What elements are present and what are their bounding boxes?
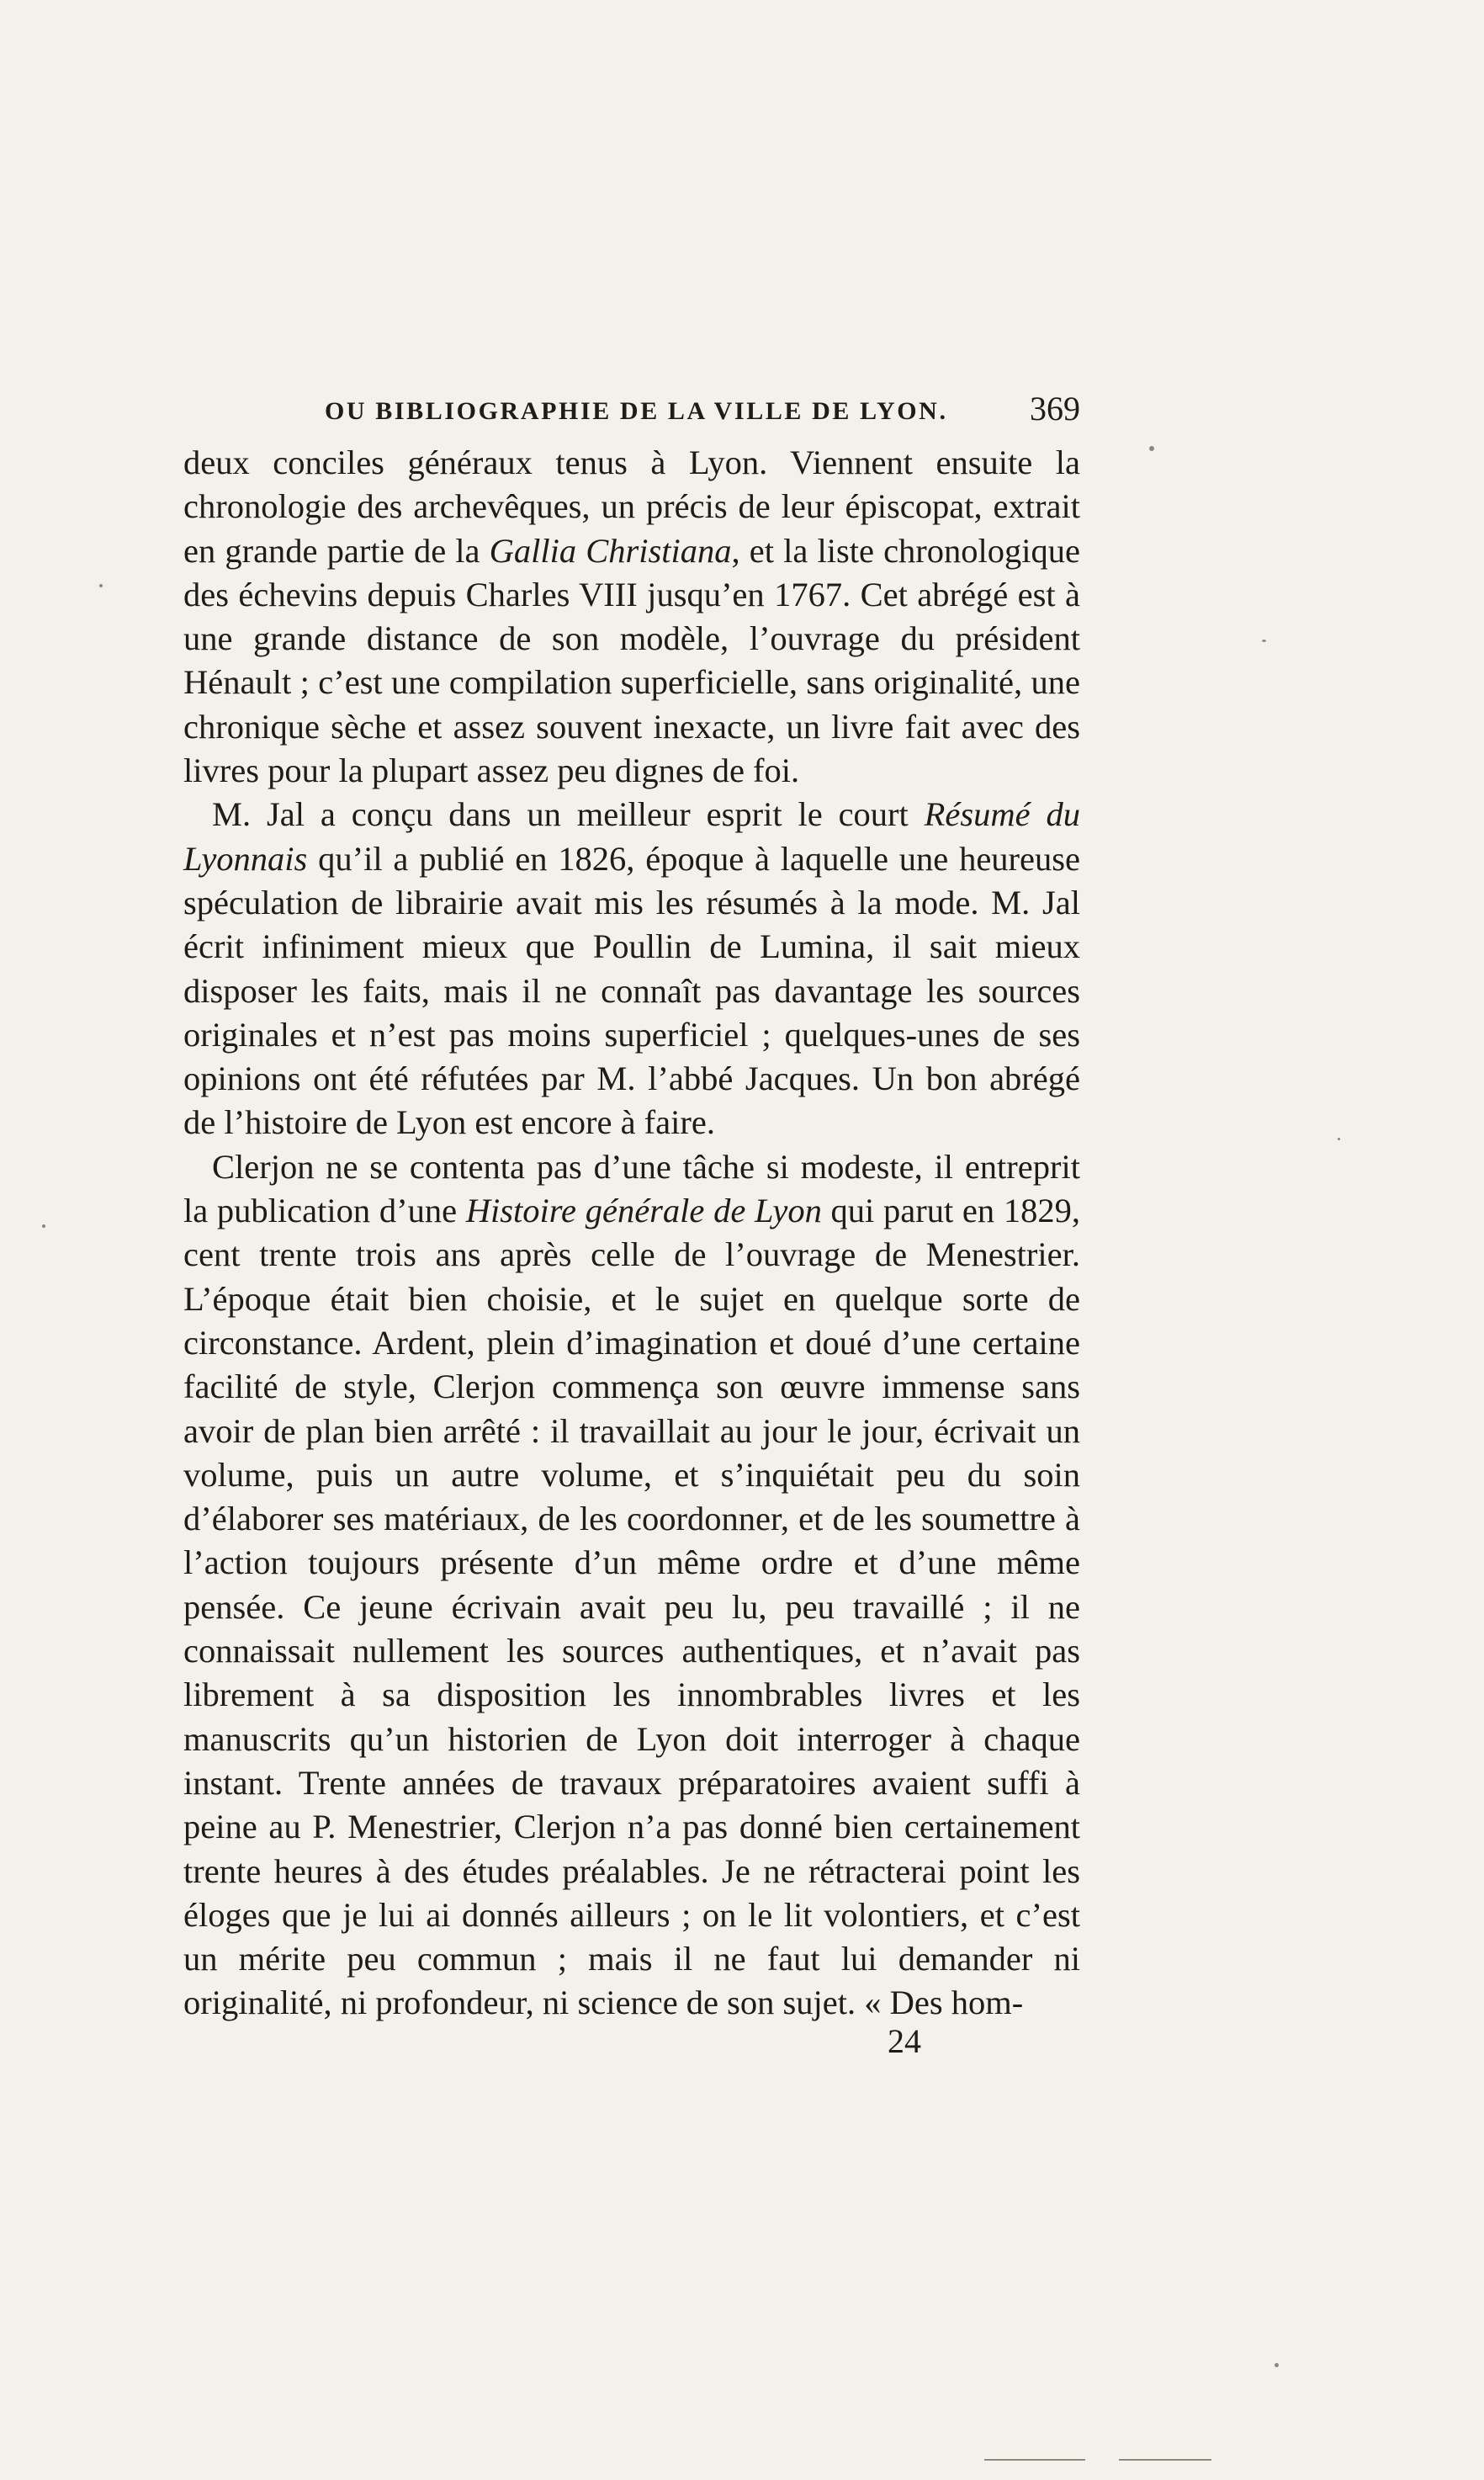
text-run: M. Jal a conçu dans un meilleur esprit le court [212, 795, 925, 834]
italic-title: Résumé du Lyonnais [183, 795, 1080, 878]
scan-speck [99, 584, 103, 587]
page-number: 369 [1030, 390, 1080, 427]
scan-speck [1338, 1138, 1340, 1140]
scan-speck [1262, 640, 1266, 642]
scan-speck [984, 2459, 1085, 2461]
italic-title: Histoire générale de Lyon [465, 1192, 822, 1230]
text-run: deux conciles généraux tenus à Lyon. Viennent ensuite la chronologie des archevêques, un précis de leur épiscopat, extrait en grande partie de la [183, 443, 1080, 570]
text-run: , et la liste chronologique des échevins depuis Charles VIII jusqu’en 1767. Cet abrégé est à une grande distance de son modèle, l’ouvrage du président Hénault ; c’est une compilation superficielle, sans originalité, une chronique sèche et assez souvent inexacte, un livre fait avec des livres pour la plupart assez peu dignes de foi. [183, 531, 1081, 790]
running-header [183, 389, 1080, 439]
scan-speck [1119, 2459, 1211, 2461]
text-run: qu’il a publié en 1826, époque à laquelle une heureuse spéculation de librairie avait mis les résumés à la mode. M. Jal écrit infiniment mieux que Poullin de Lumina, il sait mieux disposer les faits, mais il ne connaît pas davantage les sources originales et n’est pas moins superficiel ; quelques-unes de ses opinions ont été réfutées par M. l’abbé Jacques. Un bon abrégé de l’histoire de Lyon est encore à faire. [183, 839, 1080, 1142]
signature-mark: 24 [888, 2022, 921, 2060]
paragraph-1 [183, 441, 1080, 793]
body-text [183, 441, 1080, 2026]
paragraph-2 [183, 793, 1080, 1144]
text-run: qui parut en 1829, cent trente trois ans après celle de l’ouvrage de Menestrier. L’époque était bien choisie, et le sujet en quelque sorte de circonstance. Ardent, plein d’imagination et doué d’une certaine facilité de style, Clerjon commença son œuvre immense sans avoir de plan bien arrêté : il travaillait au jour le jour, écrivait un volume, puis un autre volume, et s’inquiétait peu du soin d’élaborer ses matériaux, de les coordonner, et de les soumettre à l’action toujours présente d’un même ordre et d’une même pensée. Ce jeune écrivain avait peu lu, peu travaillé ; il ne connaissait nullement les sources authentiques, et n’avait pas librement à sa disposition les innombrables livres et les manuscrits qu’un historien de Lyon doit interroger à chaque instant. Trente années de travaux préparatoires avaient suffi à peine au P. Menestrier, Clerjon n’a pas donné bien certainement trente heures à des études préalables. Je ne rétracterai point les éloges que je lui ai donnés ailleurs ; on le lit volontiers, et c’est un mérite peu commun ; mais il ne faut lui demander ni originalité, ni profondeur, ni science de son sujet. « Des hom- [183, 1192, 1080, 2022]
text-run: Clerjon ne se contenta pas d’une tâche si modeste, il entreprit la publication d’une [183, 1147, 1080, 1230]
scan-speck [42, 1224, 45, 1228]
scan-speck [1149, 446, 1154, 451]
scan-speck [1275, 2363, 1279, 2367]
italic-title: Gallia Christiana [489, 531, 732, 570]
running-title: OU BIBLIOGRAPHIE DE LA VILLE DE LYON. [325, 397, 948, 425]
paragraph-3 [183, 1145, 1080, 2026]
